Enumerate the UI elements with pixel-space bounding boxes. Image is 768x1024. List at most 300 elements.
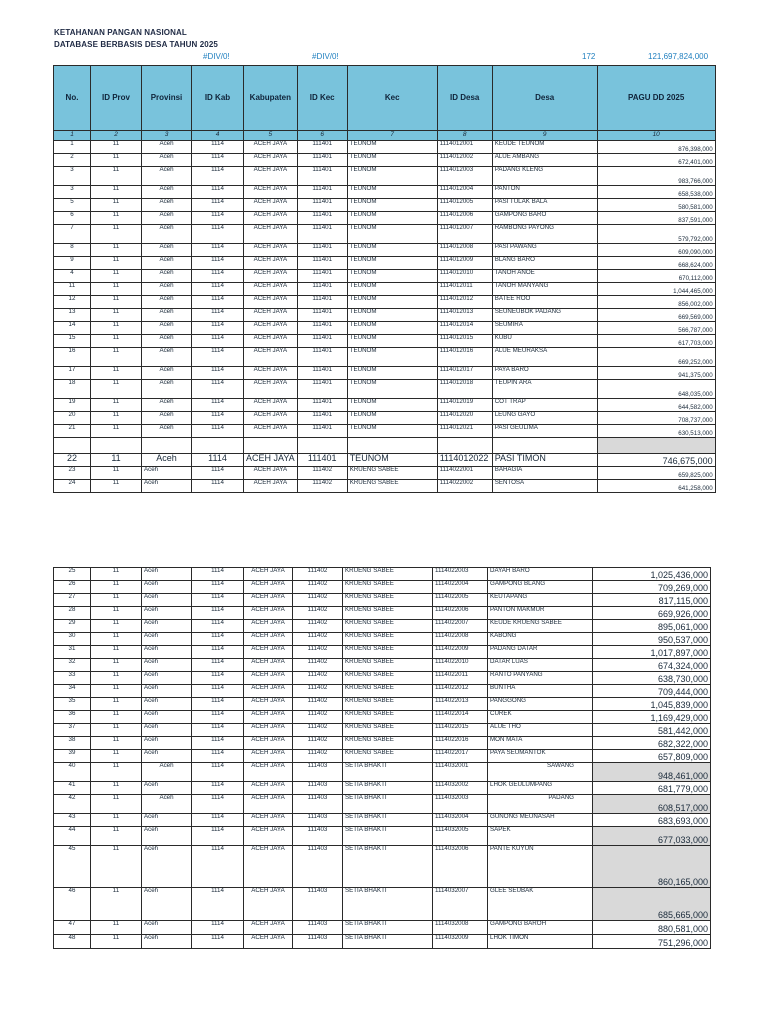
table-row xyxy=(54,814,711,827)
prov-id: 11 xyxy=(91,212,142,225)
kec-id: 111402 xyxy=(293,711,343,724)
pagu-value: 609,090,000 xyxy=(597,244,715,257)
kec-id: 111401 xyxy=(297,186,347,199)
pagu-value: 659,825,000 xyxy=(597,467,715,480)
kabupaten: ACEH JAYA xyxy=(244,659,293,672)
pagu-value: 708,737,000 xyxy=(597,412,715,425)
desa-name: MON MATA xyxy=(488,737,593,750)
kec-id xyxy=(297,438,347,454)
desa-id: 1114012016 xyxy=(437,348,492,367)
desa-id: 1114032005 xyxy=(433,827,488,846)
desa-id: 1114012015 xyxy=(437,335,492,348)
prov-id: 11 xyxy=(91,399,142,412)
kab-id: 1114 xyxy=(192,795,244,814)
kab-id: 1114 xyxy=(192,659,244,672)
kecamatan: TEUNOM xyxy=(347,225,437,244)
pagu-value: 1,025,436,000 xyxy=(593,568,711,581)
prov-id: 11 xyxy=(91,309,142,322)
prov-id: 11 xyxy=(91,711,142,724)
desa-id: 1114012019 xyxy=(437,399,492,412)
kab-id: 1114 xyxy=(192,568,244,581)
column-header: PAGU DD 2025 xyxy=(597,66,715,131)
desa-id: 1114022008 xyxy=(433,633,488,646)
kabupaten: ACEH JAYA xyxy=(244,620,293,633)
kabupaten: ACEH JAYA xyxy=(244,685,293,698)
kec-id: 111402 xyxy=(297,480,347,493)
provinsi: Aceh xyxy=(142,659,192,672)
pagu-value: 685,665,000 xyxy=(593,888,711,921)
kabupaten: ACEH JAYA xyxy=(244,724,293,737)
pagu-value: 677,033,000 xyxy=(593,827,711,846)
desa-name: SAPEK xyxy=(488,827,593,846)
row-no: 11 xyxy=(54,283,91,296)
kec-id: 111401 xyxy=(297,225,347,244)
prov-id: 11 xyxy=(91,685,142,698)
desa-id: 1114022015 xyxy=(433,724,488,737)
desa-name: RAMBONG PAYONG xyxy=(492,225,597,244)
kecamatan: KRUENG SABEE xyxy=(343,672,433,685)
kab-id: 1114 xyxy=(192,782,244,795)
kabupaten: ACEH JAYA xyxy=(244,763,293,782)
row-no: 13 xyxy=(54,309,91,322)
kab-id: 1114 xyxy=(192,737,244,750)
provinsi: Aceh xyxy=(142,322,192,335)
desa-id: 1114012009 xyxy=(437,257,492,270)
provinsi: Aceh xyxy=(142,309,192,322)
row-no: 3 xyxy=(54,167,91,186)
table-row xyxy=(54,827,711,846)
desa-id: 1114012011 xyxy=(437,283,492,296)
desa-name: BATEE ROO xyxy=(492,296,597,309)
kec-id: 111401 xyxy=(297,257,347,270)
desa-name: PANTON xyxy=(492,186,597,199)
desa-id: 1114022002 xyxy=(437,480,492,493)
desa-id: 1114012005 xyxy=(437,199,492,212)
desa-name: GAMPONG BAROH xyxy=(488,921,593,935)
kecamatan: SETIA BHAKTI xyxy=(343,827,433,846)
prov-id: 11 xyxy=(91,380,142,399)
kec-id: 111402 xyxy=(293,607,343,620)
row-no: 4 xyxy=(54,270,91,283)
prov-id xyxy=(91,438,142,454)
table-row xyxy=(54,467,716,480)
kec-id: 111401 xyxy=(297,296,347,309)
desa-id: 1114032004 xyxy=(433,814,488,827)
desa-name: TANOH MANYANG xyxy=(492,283,597,296)
provinsi: Aceh xyxy=(142,795,192,814)
provinsi: Aceh xyxy=(142,283,192,296)
pagu-value: 669,926,000 xyxy=(593,607,711,620)
desa-id: 1114012022 xyxy=(437,454,492,467)
kabupaten: ACEH JAYA xyxy=(244,199,298,212)
row-no: 26 xyxy=(54,581,91,594)
prov-id: 11 xyxy=(91,724,142,737)
desa-id: 1114022010 xyxy=(433,659,488,672)
desa-id: 1114032001 xyxy=(433,763,488,782)
kab-id: 1114 xyxy=(192,888,244,921)
kec-id: 111402 xyxy=(293,659,343,672)
kec-id: 111402 xyxy=(293,724,343,737)
kecamatan: KRUENG SABEE xyxy=(343,633,433,646)
desa-name: GAMPONG BARO xyxy=(492,212,597,225)
kecamatan: KRUENG SABEE xyxy=(343,607,433,620)
column-number-row xyxy=(54,131,716,141)
kab-id: 1114 xyxy=(192,412,244,425)
kab-id: 1114 xyxy=(192,480,244,493)
column-header: ID Kec xyxy=(297,66,347,131)
table-row xyxy=(54,685,711,698)
table-row xyxy=(54,633,711,646)
column-number: 5 xyxy=(244,131,298,141)
kecamatan: TEUNOM xyxy=(347,186,437,199)
provinsi: Aceh xyxy=(142,380,192,399)
kabupaten: ACEH JAYA xyxy=(244,568,293,581)
kabupaten: ACEH JAYA xyxy=(244,225,298,244)
kec-id: 111403 xyxy=(293,921,343,935)
table-row xyxy=(54,763,711,782)
kab-id: 1114 xyxy=(192,225,244,244)
provinsi: Aceh xyxy=(142,646,192,659)
desa-name: PADANG xyxy=(488,795,593,814)
desa-id: 1114012008 xyxy=(437,244,492,257)
pagu-value: 668,624,000 xyxy=(597,257,715,270)
kabupaten: ACEH JAYA xyxy=(244,412,298,425)
kab-id: 1114 xyxy=(192,348,244,367)
desa-name: TANOH ANOE xyxy=(492,270,597,283)
kab-id: 1114 xyxy=(192,296,244,309)
desa-name: PADANG DATAR xyxy=(488,646,593,659)
desa-name: GAMPONG BLANG xyxy=(488,581,593,594)
village-count: 172 xyxy=(582,52,596,61)
desa-id: 1114022007 xyxy=(433,620,488,633)
pagu-value: 648,035,000 xyxy=(597,380,715,399)
desa-name: SEUMIRA xyxy=(492,322,597,335)
table-row xyxy=(54,225,716,244)
desa-name: ALUE MEURAKSA xyxy=(492,348,597,367)
kabupaten: ACEH JAYA xyxy=(244,380,298,399)
pagu-value: 617,703,000 xyxy=(597,335,715,348)
kab-id: 1114 xyxy=(192,257,244,270)
table-row xyxy=(54,412,716,425)
kec-id: 111402 xyxy=(293,581,343,594)
kec-id: 111402 xyxy=(293,685,343,698)
desa-id: 1114012017 xyxy=(437,367,492,380)
prov-id: 11 xyxy=(91,322,142,335)
pagu-value: 683,693,000 xyxy=(593,814,711,827)
row-no: 42 xyxy=(54,795,91,814)
desa-id: 1114032002 xyxy=(433,782,488,795)
table-row xyxy=(54,795,711,814)
kab-id: 1114 xyxy=(192,167,244,186)
kec-id: 111403 xyxy=(293,782,343,795)
kecamatan: KRUENG SABEE xyxy=(343,685,433,698)
kecamatan: TEUNOM xyxy=(347,141,437,154)
pagu-value: 1,017,897,000 xyxy=(593,646,711,659)
prov-id: 11 xyxy=(91,620,142,633)
kec-id: 111401 xyxy=(297,244,347,257)
pagu-value: 669,252,000 xyxy=(597,348,715,367)
kab-id: 1114 xyxy=(192,367,244,380)
desa-id: 1114022001 xyxy=(437,467,492,480)
kec-id: 111401 xyxy=(297,380,347,399)
column-number: 6 xyxy=(297,131,347,141)
provinsi: Aceh xyxy=(142,888,192,921)
row-no xyxy=(54,438,91,454)
kabupaten: ACEH JAYA xyxy=(244,257,298,270)
desa-name: PASI PAWANG xyxy=(492,244,597,257)
kec-id: 111403 xyxy=(293,935,343,949)
kec-id: 111402 xyxy=(293,698,343,711)
row-no: 14 xyxy=(54,322,91,335)
kecamatan: KRUENG SABEE xyxy=(347,480,437,493)
table-row xyxy=(54,154,716,167)
table-row xyxy=(54,935,711,949)
pagu-value: 1,045,839,000 xyxy=(593,698,711,711)
pagu-value: 837,591,000 xyxy=(597,212,715,225)
row-no: 2 xyxy=(54,154,91,167)
row-no: 12 xyxy=(54,296,91,309)
desa-name: PANTE KUYUN xyxy=(488,846,593,888)
desa-id: 1114022003 xyxy=(433,568,488,581)
kecamatan: SETIA BHAKTI xyxy=(343,846,433,888)
prov-id: 11 xyxy=(91,257,142,270)
provinsi: Aceh xyxy=(142,724,192,737)
provinsi: Aceh xyxy=(142,685,192,698)
div-error-1: #DIV/0! xyxy=(203,52,230,61)
kecamatan: SETIA BHAKTI xyxy=(343,763,433,782)
desa-name: GLEE SEUBAK xyxy=(488,888,593,921)
provinsi: Aceh xyxy=(142,581,192,594)
provinsi: Aceh xyxy=(142,814,192,827)
desa-name: PANTON MAKMUR xyxy=(488,607,593,620)
desa-id: 1114032007 xyxy=(433,888,488,921)
row-no: 32 xyxy=(54,659,91,672)
kecamatan: SETIA BHAKTI xyxy=(343,782,433,795)
pagu-value: 681,779,000 xyxy=(593,782,711,795)
table-row xyxy=(54,659,711,672)
desa-id: 1114012014 xyxy=(437,322,492,335)
kecamatan: TEUNOM xyxy=(347,296,437,309)
kabupaten: ACEH JAYA xyxy=(244,711,293,724)
table-header-row xyxy=(54,66,716,131)
provinsi: Aceh xyxy=(142,711,192,724)
table-row xyxy=(54,750,711,763)
kabupaten: ACEH JAYA xyxy=(244,141,298,154)
kec-id: 111402 xyxy=(293,633,343,646)
provinsi: Aceh xyxy=(142,296,192,309)
kab-id: 1114 xyxy=(192,454,244,467)
kec-id: 111401 xyxy=(297,412,347,425)
desa-id: 1114022016 xyxy=(433,737,488,750)
kec-id: 111401 xyxy=(297,167,347,186)
pagu-value: 860,165,000 xyxy=(593,846,711,888)
desa-name: DAYAH BARO xyxy=(488,568,593,581)
row-no: 17 xyxy=(54,367,91,380)
kecamatan: TEUNOM xyxy=(347,283,437,296)
kab-id: 1114 xyxy=(192,685,244,698)
kec-id: 111401 xyxy=(297,348,347,367)
table-row xyxy=(54,454,716,467)
row-no: 46 xyxy=(54,888,91,921)
kab-id: 1114 xyxy=(192,399,244,412)
kab-id: 1114 xyxy=(192,594,244,607)
prov-id: 11 xyxy=(91,568,142,581)
table-row xyxy=(54,367,716,380)
column-number: 3 xyxy=(142,131,192,141)
kab-id: 1114 xyxy=(192,199,244,212)
kecamatan: KRUENG SABEE xyxy=(343,698,433,711)
kab-id: 1114 xyxy=(192,154,244,167)
table-row xyxy=(54,322,716,335)
kec-id: 111401 xyxy=(297,309,347,322)
desa-name: DATAR LUAS xyxy=(488,659,593,672)
table-row xyxy=(54,186,716,199)
table-row xyxy=(54,672,711,685)
column-header: ID Kab xyxy=(192,66,244,131)
row-no: 45 xyxy=(54,846,91,888)
provinsi: Aceh xyxy=(142,270,192,283)
desa-name: KEUDE TEUNOM xyxy=(492,141,597,154)
column-header: Provinsi xyxy=(142,66,192,131)
provinsi: Aceh xyxy=(142,620,192,633)
kab-id: 1114 xyxy=(192,607,244,620)
provinsi: Aceh xyxy=(142,335,192,348)
pagu-value: 630,513,000 xyxy=(597,425,715,438)
desa-name: RANTO PANYANG xyxy=(488,672,593,685)
prov-id: 11 xyxy=(91,607,142,620)
prov-id: 11 xyxy=(91,594,142,607)
kab-id: 1114 xyxy=(192,141,244,154)
kec-id: 111403 xyxy=(293,763,343,782)
pagu-value: 895,061,000 xyxy=(593,620,711,633)
pagu-value: 709,269,000 xyxy=(593,581,711,594)
prov-id: 11 xyxy=(91,827,142,846)
desa-name: KUBU xyxy=(492,335,597,348)
desa-name: KABONG xyxy=(488,633,593,646)
desa-id: 1114022006 xyxy=(433,607,488,620)
provinsi: Aceh xyxy=(142,467,192,480)
kec-id: 111401 xyxy=(297,270,347,283)
kabupaten: ACEH JAYA xyxy=(244,935,293,949)
kab-id: 1114 xyxy=(192,724,244,737)
column-header: Desa xyxy=(492,66,597,131)
kecamatan: SETIA BHAKTI xyxy=(343,795,433,814)
kabupaten: ACEH JAYA xyxy=(244,467,298,480)
desa-id: 1114022004 xyxy=(433,581,488,594)
pagu-value: 1,169,429,000 xyxy=(593,711,711,724)
prov-id: 11 xyxy=(91,296,142,309)
kec-id: 111401 xyxy=(297,141,347,154)
desa-name: PADANG KLENG xyxy=(492,167,597,186)
kab-id: 1114 xyxy=(192,212,244,225)
provinsi: Aceh xyxy=(142,607,192,620)
kecamatan: SETIA BHAKTI xyxy=(343,814,433,827)
kecamatan: KRUENG SABEE xyxy=(343,620,433,633)
desa-id: 1114022013 xyxy=(433,698,488,711)
prov-id: 11 xyxy=(91,814,142,827)
provinsi: Aceh xyxy=(142,348,192,367)
desa-id: 1114032008 xyxy=(433,921,488,935)
table-row xyxy=(54,296,716,309)
kab-id: 1114 xyxy=(192,921,244,935)
kec-id: 111403 xyxy=(293,795,343,814)
row-no: 31 xyxy=(54,646,91,659)
column-number: 9 xyxy=(492,131,597,141)
prov-id: 11 xyxy=(91,921,142,935)
row-no: 39 xyxy=(54,750,91,763)
kab-id: 1114 xyxy=(192,814,244,827)
kecamatan: TEUNOM xyxy=(347,367,437,380)
row-no: 22 xyxy=(54,454,91,467)
kecamatan: KRUENG SABEE xyxy=(343,568,433,581)
kecamatan: KRUENG SABEE xyxy=(347,467,437,480)
provinsi: Aceh xyxy=(142,244,192,257)
kec-id: 111401 xyxy=(297,367,347,380)
prov-id: 11 xyxy=(91,141,142,154)
table-row xyxy=(54,141,716,154)
pagu-value: 682,322,000 xyxy=(593,737,711,750)
provinsi: Aceh xyxy=(142,568,192,581)
desa-id: 1114012006 xyxy=(437,212,492,225)
prov-id: 11 xyxy=(91,283,142,296)
kecamatan: SETIA BHAKTI xyxy=(343,935,433,949)
kab-id: 1114 xyxy=(192,283,244,296)
column-header: No. xyxy=(54,66,91,131)
kabupaten: ACEH JAYA xyxy=(244,814,293,827)
desa-id: 1114022017 xyxy=(433,750,488,763)
prov-id: 11 xyxy=(91,199,142,212)
column-header: ID Desa xyxy=(437,66,492,131)
table-row xyxy=(54,568,711,581)
desa-name: LHOK GEULUMPANG xyxy=(488,782,593,795)
pagu-value: 941,375,000 xyxy=(597,367,715,380)
desa-id: 1114012003 xyxy=(437,167,492,186)
column-number: 7 xyxy=(347,131,437,141)
kec-id: 111402 xyxy=(293,737,343,750)
provinsi: Aceh xyxy=(142,480,192,493)
pagu-value: 948,461,000 xyxy=(593,763,711,782)
pagu-value: 608,517,000 xyxy=(593,795,711,814)
provinsi: Aceh xyxy=(142,782,192,795)
pagu-value: 746,675,000 xyxy=(597,454,715,467)
row-no: 30 xyxy=(54,633,91,646)
table-row xyxy=(54,380,716,399)
kec-id: 111401 xyxy=(297,199,347,212)
desa-id: 1114012004 xyxy=(437,186,492,199)
prov-id: 11 xyxy=(91,335,142,348)
table-row xyxy=(54,309,716,322)
kabupaten xyxy=(244,438,298,454)
column-header: Kabupaten xyxy=(244,66,298,131)
row-no: 48 xyxy=(54,935,91,949)
desa-name: SEUNEUBOK PADANG xyxy=(492,309,597,322)
table-row xyxy=(54,283,716,296)
pagu-value: 876,398,000 xyxy=(597,141,715,154)
column-number: 4 xyxy=(192,131,244,141)
desa-name: PAYA SEUMANTOK xyxy=(488,750,593,763)
prov-id: 11 xyxy=(91,633,142,646)
kab-id: 1114 xyxy=(192,270,244,283)
kec-id: 111401 xyxy=(297,154,347,167)
table-row xyxy=(54,581,711,594)
provinsi: Aceh xyxy=(142,846,192,888)
report-title: KETAHANAN PANGAN NASIONAL xyxy=(54,28,187,37)
row-no: 9 xyxy=(54,257,91,270)
kec-id: 111401 xyxy=(297,322,347,335)
row-no: 16 xyxy=(54,348,91,367)
row-no: 21 xyxy=(54,425,91,438)
row-no: 8 xyxy=(54,244,91,257)
